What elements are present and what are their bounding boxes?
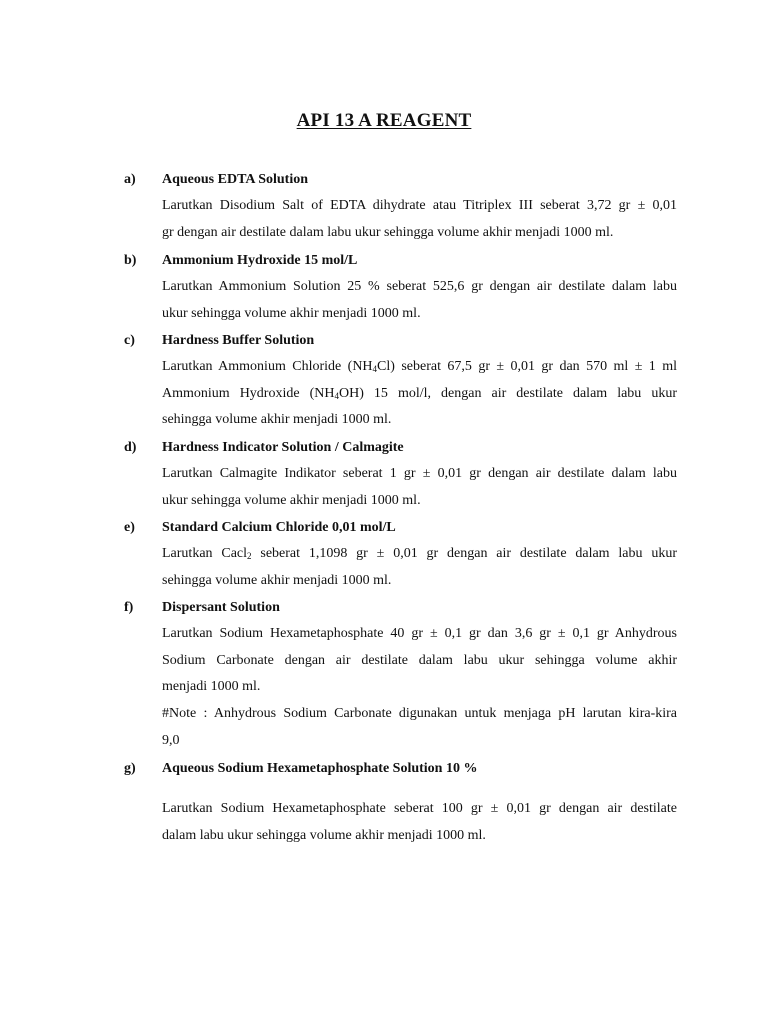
section-heading: Aqueous Sodium Hexametaphosphate Solution 10 % bbox=[162, 761, 478, 776]
subscript: 4 bbox=[372, 364, 378, 374]
body-line: Larutkan Calmagite Indikator seberat 1 gr ± 0,01 gr dengan air destilate dalam labu bbox=[162, 466, 677, 481]
body-line: sehingga volume akhir menjadi 1000 ml. bbox=[162, 412, 392, 428]
section-label: d) bbox=[124, 440, 137, 455]
body-line: Sodium Carbonate dengan air destilate dalam labu ukur sehingga volume akhir bbox=[162, 652, 677, 668]
text-run: seberat 1,1098 gr ± 0,01 gr dengan air destilate dalam labu ukur bbox=[251, 546, 678, 561]
section-label: a) bbox=[124, 172, 136, 187]
section-heading: Dispersant Solution bbox=[162, 600, 280, 615]
section-body bbox=[162, 354, 677, 434]
section-heading: Aqueous EDTA Solution bbox=[162, 172, 309, 187]
section-heading: Ammonium Hydroxide 15 mol/L bbox=[162, 253, 358, 268]
section-body bbox=[162, 193, 677, 246]
section-heading: Hardness Indicator Solution / Calmagite bbox=[162, 440, 404, 455]
body-line bbox=[162, 354, 677, 381]
text-run: Ammonium Hydroxide (NH bbox=[162, 385, 335, 401]
body-line: Larutkan Sodium Hexametaphosphate seberat 100 gr ± 0,01 gr dengan air destilate bbox=[162, 801, 677, 816]
body-line: Larutkan Disodium Salt of EDTA dihydrate atau Titriplex III seberat 3,72 gr ± 0,01 bbox=[162, 198, 677, 213]
body-line: dalam labu ukur sehingga volume akhir menjadi 1000 ml. bbox=[162, 827, 486, 843]
text-run: OH) 15 mol/l, dengan air destilate dalam labu ukur bbox=[339, 385, 677, 401]
section-label: g) bbox=[124, 761, 136, 776]
note-line: #Note : Anhydrous Sodium Carbonate digunakan untuk menjaga pH larutan kira-kira bbox=[162, 706, 677, 722]
body-line: gr dengan air destilate dalam labu ukur sehingga volume akhir menjadi 1000 ml. bbox=[162, 224, 614, 240]
section-heading: Standard Calcium Chloride 0,01 mol/L bbox=[162, 520, 396, 535]
body-line bbox=[162, 541, 677, 568]
section-body bbox=[162, 621, 677, 754]
body-line: sehingga volume akhir menjadi 1000 ml. bbox=[162, 572, 392, 588]
text-run: Larutkan Ammonium Chloride (NH bbox=[162, 359, 373, 374]
text-run: Cl) seberat 67,5 gr ± 0,01 gr dan 570 ml ± 1 ml bbox=[377, 359, 677, 374]
text-run: Larutkan Cacl bbox=[162, 546, 248, 561]
body-line bbox=[162, 381, 677, 408]
body-line: menjadi 1000 ml. bbox=[162, 679, 261, 695]
note-line: 9,0 bbox=[162, 732, 180, 748]
section-label: b) bbox=[124, 253, 137, 268]
body-line: Larutkan Ammonium Solution 25 % seberat 525,6 gr dengan air destilate dalam labu bbox=[162, 279, 677, 294]
section-label: f) bbox=[124, 600, 134, 615]
body-line: ukur sehingga volume akhir menjadi 1000 ml. bbox=[162, 305, 421, 321]
section-heading: Hardness Buffer Solution bbox=[162, 333, 315, 348]
body-line: ukur sehingga volume akhir menjadi 1000 ml. bbox=[162, 492, 421, 508]
subscript: 4 bbox=[334, 390, 339, 401]
section-body bbox=[162, 274, 677, 327]
section-body bbox=[162, 461, 677, 514]
body-line: Larutkan Sodium Hexametaphosphate 40 gr ± 0,1 gr dan 3,6 gr ± 0,1 gr Anhydrous bbox=[162, 626, 677, 641]
document-title: API 13 A REAGENT bbox=[296, 110, 472, 131]
section-body bbox=[162, 796, 677, 849]
section-body bbox=[162, 541, 677, 594]
section-label: c) bbox=[124, 333, 135, 348]
subscript: 2 bbox=[247, 551, 252, 561]
section-label: e) bbox=[124, 520, 135, 535]
